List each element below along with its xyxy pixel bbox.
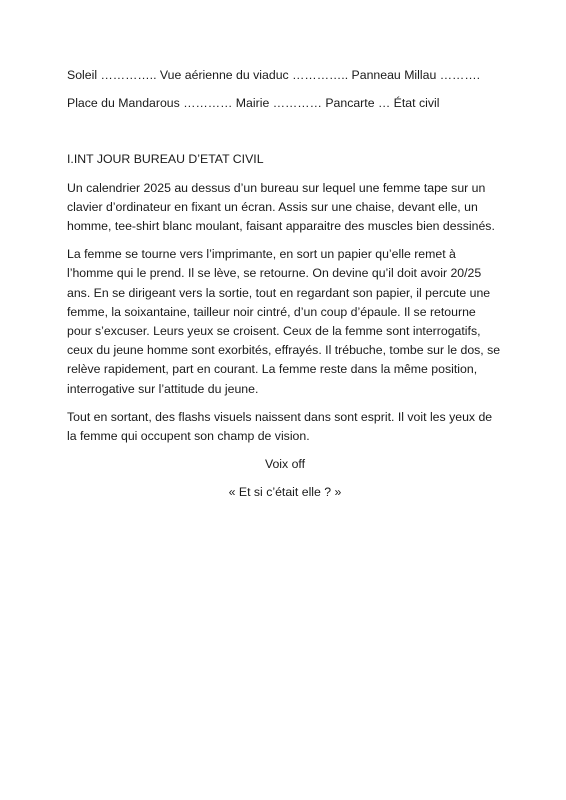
voice-off-label: Voix off: [264, 457, 306, 472]
location-notes-line-2: Place du Mandarous ………… Mairie ………… Pancarte … État civil: [67, 96, 440, 111]
location-notes-line-1: Soleil ………….. Vue aérienne du viaduc ………….. Panneau Millau ……….: [67, 68, 481, 82]
action-paragraph-1: Un calendrier 2025 au dessus d’un bureau sur lequel une femme tape sur un clavier d’ordinateur en fixant un écran. Assis sur une chaise, devant elle, un homme, tee-shirt blanc moulant, faisant apparaitre des muscles bien dessinés.: [67, 180, 495, 234]
scene-heading: I.INT JOUR BUREAU D’ETAT CIVIL: [67, 152, 264, 167]
action-paragraph-3: Tout en sortant, des flashs visuels naissent dans sont esprit. Il voit les yeux de la femme qui occupent son champ de vision.: [67, 409, 493, 444]
dialogue-line: « Et si c’était elle ? »: [228, 485, 342, 500]
action-paragraph-2: La femme se tourne vers l’imprimante, en sort un papier qu’elle remet à l’homme qui le prend. Il se lève, se retourne. On devine qu’il doit avoir 20/25 ans. En se dirigeant vers la sortie, tout en regardant son papier, il percute une femme, la soixantaine, tailleur noir cintré, d’un coup d’épaule. Il se retourne pour s’excuser. Leurs yeux se croisent. Ceux de la femme sont interrogatifs, ceux du jeune homme sont exorbités, effrayés. Il trébuche, tombe sur le dos, se relève rapidement, part en courant. La femme reste dans la même position, interrogative sur l’attitude du jeune.: [67, 247, 501, 396]
document-body: [67, 66, 503, 512]
blank-line: [67, 122, 503, 141]
